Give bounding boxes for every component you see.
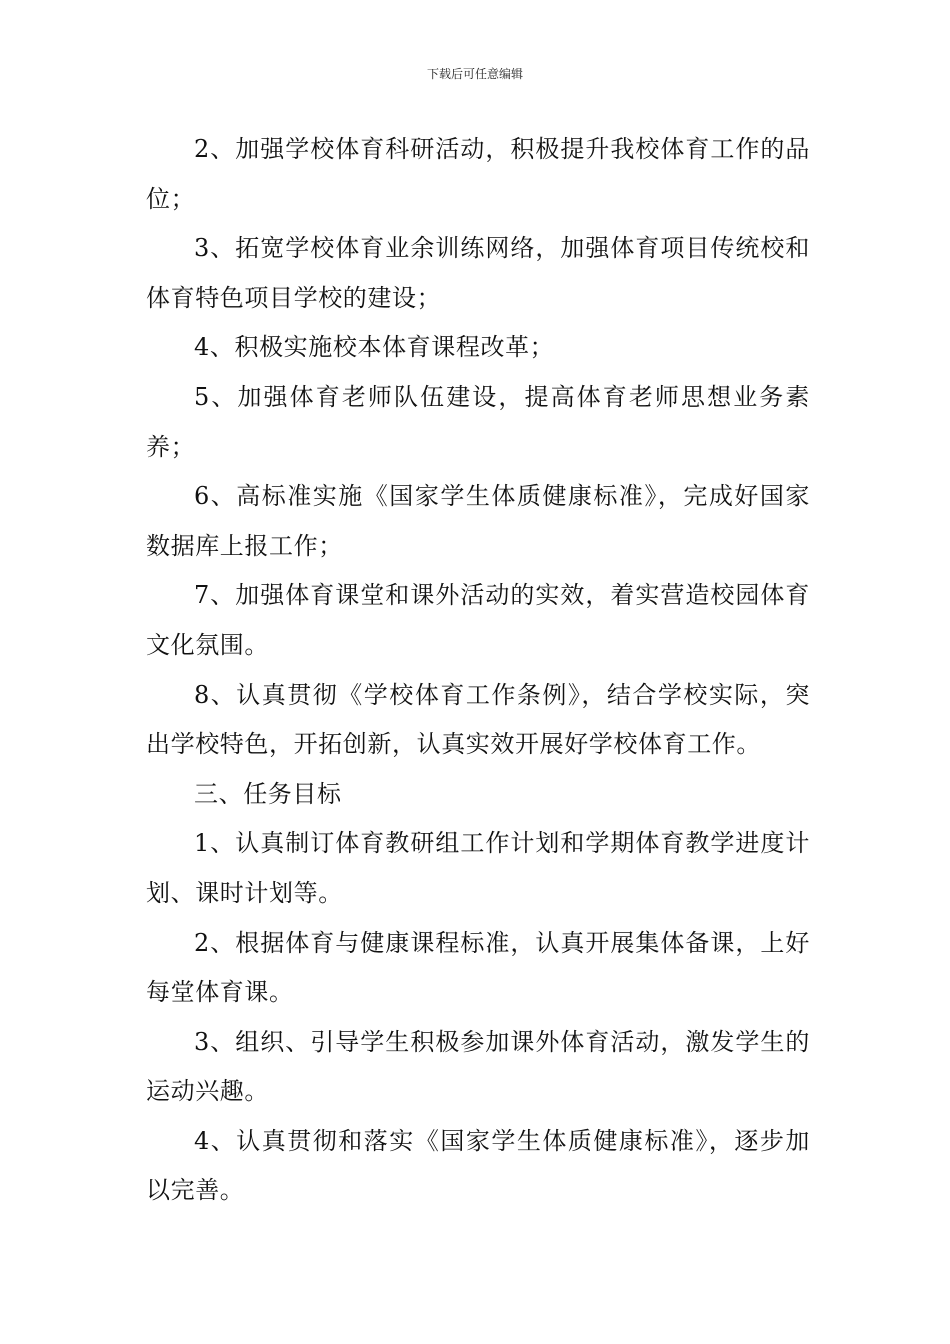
paragraph-item-5-teacher-team: 5、加强体育老师队伍建设，提高体育老师思想业务素养；	[146, 382, 810, 461]
paragraph-goal-2-lessons: 2、根据体育与健康课程标准，认真开展集体备课，上好每堂体育课。	[146, 928, 810, 1007]
document-body	[146, 125, 810, 1216]
paragraph-item-3-training-network: 3、拓宽学校体育业余训练网络，加强体育项目传统校和体育特色项目学校的建设；	[146, 234, 810, 312]
paragraph-goal-1-plans: 1、认真制订体育教研组工作计划和学期体育教学进度计划、课时计划等。	[146, 829, 810, 907]
paragraph-goal-4-standard: 4、认真贯彻和落实《国家学生体质健康标准》，逐步加以完善。	[146, 1126, 810, 1205]
paragraph-item-7-class-effectiveness: 7、加强体育课堂和课外活动的实效，着实营造校园体育文化氛围。	[146, 581, 810, 659]
section-heading-task-goals: 三、任务目标	[194, 779, 342, 808]
paragraph-item-2-research: 2、加强学校体育科研活动，积极提升我校体育工作的品位；	[146, 135, 810, 213]
page-header-note: 下载后可任意编辑	[426, 67, 523, 81]
paragraph-goal-3-activities: 3、组织、引导学生积极参加课外体育活动，激发学生的运动兴趣。	[146, 1027, 810, 1106]
paragraph-item-8-regulations: 8、认真贯彻《学校体育工作条例》，结合学校实际，突出学校特色，开拓创新，认真实效开展好学校体育工作。	[146, 680, 810, 759]
paragraph-item-6-health-standard: 6、高标准实施《国家学生体质健康标准》，完成好国家数据库上报工作；	[146, 482, 810, 560]
paragraph-item-4-curriculum-reform: 4、积极实施校本体育课程改革；	[194, 333, 555, 362]
